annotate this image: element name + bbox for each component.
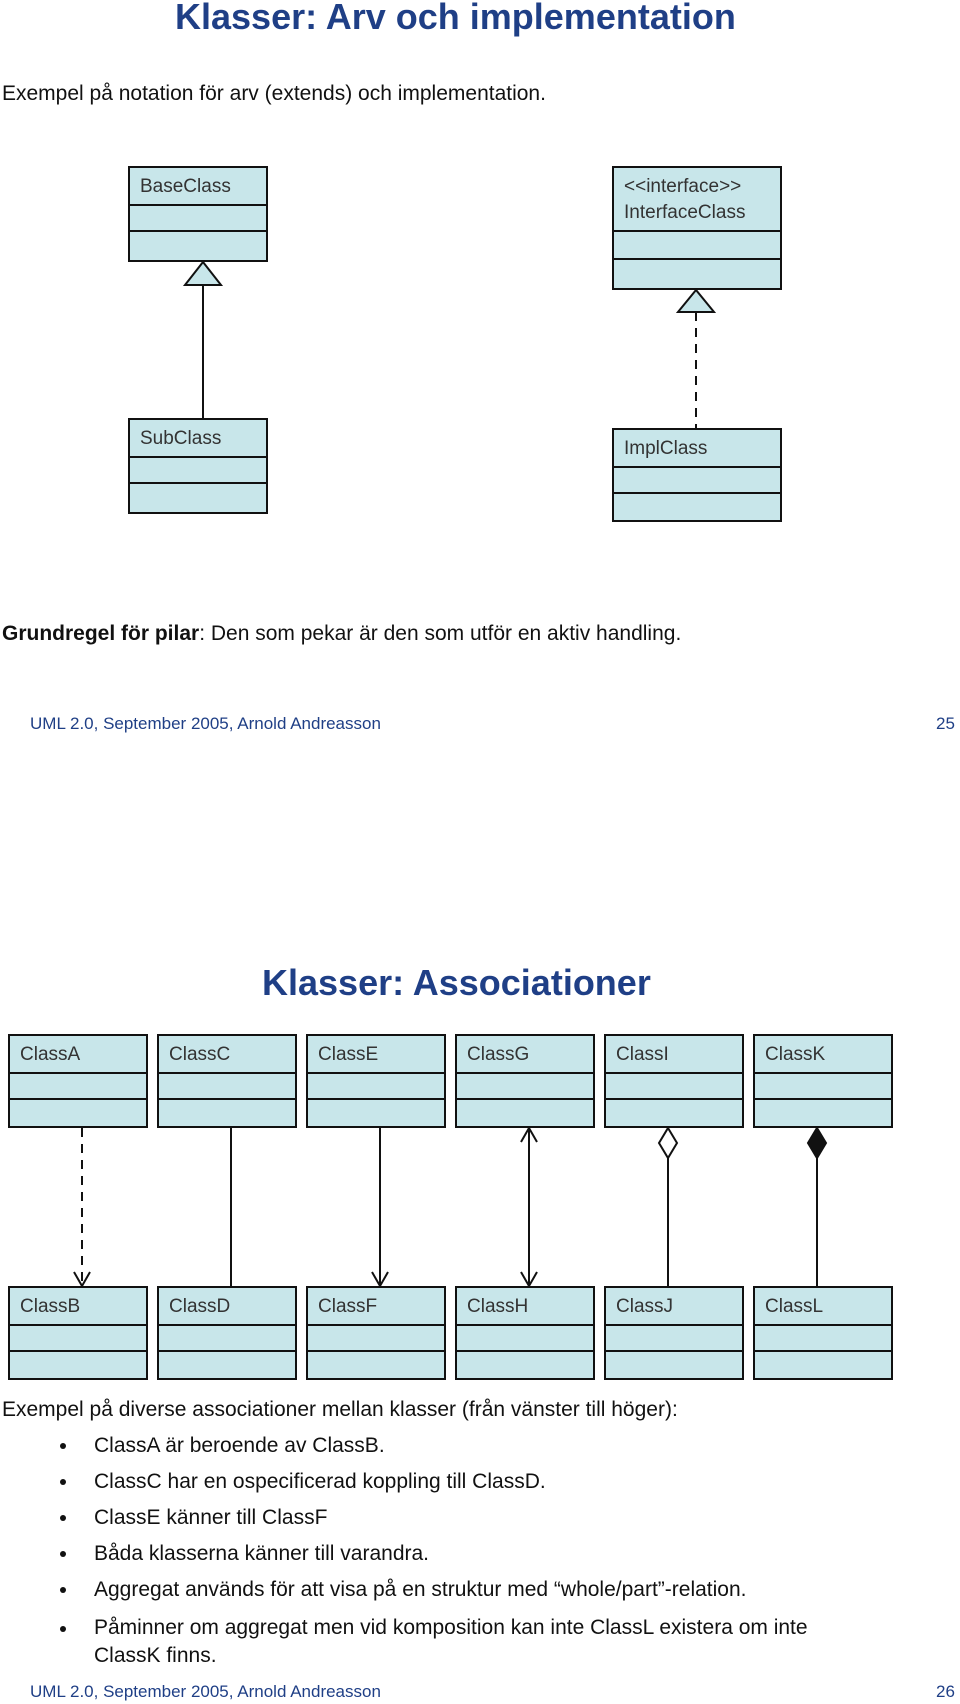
list-item: Påminner om aggregat men vid komposition kan inte ClassL existera om inte ClassK finns. [0, 1608, 960, 1670]
class-name: ClassK [755, 1036, 891, 1074]
list-item: ClassA är beroende av ClassB. [0, 1428, 960, 1464]
slide2-page-number: 26 [936, 1682, 955, 1701]
list-item: Aggregat används för att visa på en struktur med “whole/part”-relation. [0, 1572, 960, 1608]
class-name: ClassA [10, 1036, 146, 1074]
class-name: ClassI [606, 1036, 742, 1074]
class-name: ClassG [457, 1036, 593, 1074]
interface-name: InterfaceClass [624, 202, 746, 223]
hollow-diamond-icon [659, 1128, 677, 1158]
hollow-triangle-icon [185, 262, 221, 285]
filled-diamond-icon [808, 1128, 826, 1158]
slide1-footer: UML 2.0, September 2005, Arnold Andreasson [30, 714, 381, 733]
class-name: ClassJ [606, 1288, 742, 1326]
composition-line [808, 1128, 826, 1286]
class-name: SubClass [130, 420, 266, 458]
class-name: ClassL [755, 1288, 891, 1326]
class-name: ClassF [308, 1288, 444, 1326]
bidirectional-association-arrow [521, 1128, 537, 1286]
class-name: ImplClass [614, 430, 780, 468]
slide1-intro: Exempel på notation för arv (extends) och implementation. [2, 82, 546, 105]
directed-association-arrow [372, 1128, 388, 1286]
interface-stereotype: <<interface>> [624, 176, 742, 197]
slide2-footer: UML 2.0, September 2005, Arnold Andreasson [30, 1682, 381, 1701]
arrow-rule-rest: : Den som pekar är den som utför en aktiv handling. [199, 622, 682, 645]
list-item: Båda klasserna känner till varandra. [0, 1536, 960, 1572]
class-name: ClassE [308, 1036, 444, 1074]
hollow-triangle-icon [678, 290, 714, 312]
list-item: ClassE känner till ClassF [0, 1500, 960, 1536]
slide1-page-number: 25 [936, 714, 955, 733]
inheritance-arrow [185, 262, 221, 418]
slide2-title: Klasser: Associationer [262, 962, 651, 1003]
arrow-rule-bold: Grundregel för pilar [2, 622, 200, 645]
class-name: ClassH [457, 1288, 593, 1326]
slide1-title: Klasser: Arv och implementation [175, 0, 736, 37]
slide2-intro: Exempel på diverse associationer mellan klasser (från vänster till höger): [2, 1398, 678, 1421]
class-name: ClassB [10, 1288, 146, 1326]
dependency-arrow [74, 1128, 90, 1286]
aggregation-line [659, 1128, 677, 1286]
class-name: BaseClass [130, 168, 266, 206]
class-name: ClassD [159, 1288, 295, 1326]
list-item: ClassC har en ospecificerad koppling till ClassD. [0, 1464, 960, 1500]
class-name: ClassC [159, 1036, 295, 1074]
realization-arrow [678, 290, 714, 428]
